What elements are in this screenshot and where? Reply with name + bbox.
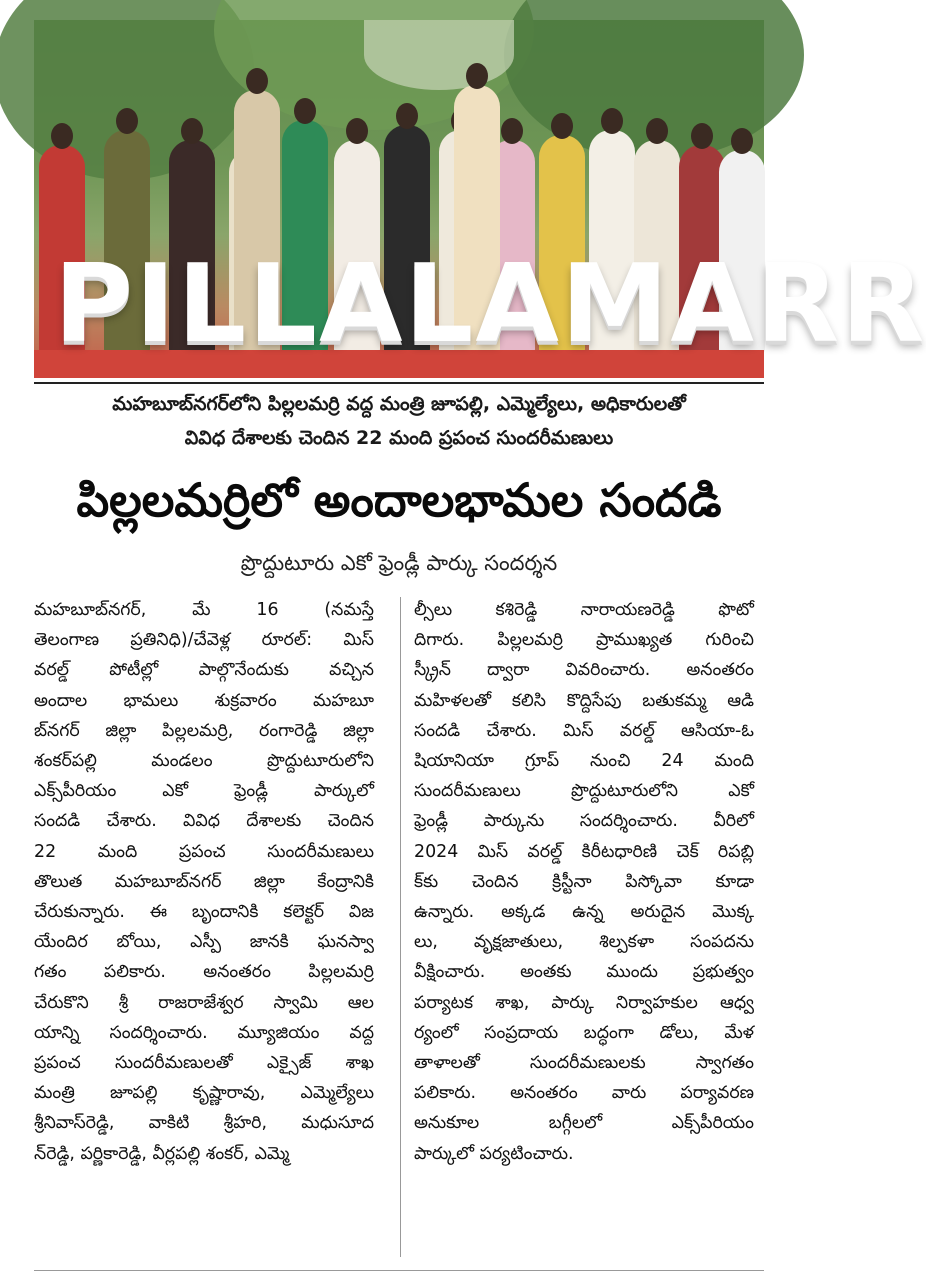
subheadline: ప్రొద్దుటూరు ఎకో ఫ్రెండ్లీ పార్కు సందర్శన: [240, 551, 558, 575]
person-head: [646, 118, 668, 144]
article-line: ఫ్రెండ్లీ పార్కును సందర్శించారు. వీరిలో: [414, 811, 754, 832]
person-head: [396, 103, 418, 129]
person-head: [181, 118, 203, 144]
person-head: [501, 118, 523, 144]
person-head: [294, 98, 316, 124]
person-head: [601, 108, 623, 134]
article-line: స్క్రీన్ ద్వారా వివరించారు. అనంతరం: [414, 660, 754, 681]
article-line: బ్‌నగర్ జిల్లా పిల్లలమర్రి, రంగారెడ్డి జిల్లా: [34, 720, 374, 741]
article-line: వరల్డ్ పోటీల్లో పాల్గొనేందుకు వచ్చిన: [34, 660, 374, 681]
caption-top-rule: [34, 382, 764, 384]
article-line: ల్సీలు కశిరెడ్డి నారాయణరెడ్డి ఫొటో: [414, 600, 754, 620]
person-head: [731, 128, 753, 154]
article-line: శంకర్‌పల్లి మండలం ప్రొద్దుటూరులోని: [34, 751, 374, 772]
article-line: సుందరీమణులు ప్రొద్దుటూరులోని ఎకో: [414, 781, 754, 802]
article-line: అనుకూల బగ్గీలలో ఎక్స్‌పీరియం: [414, 1113, 754, 1134]
person-head: [466, 63, 488, 89]
article-line: యాన్ని సందర్శించారు. మ్యూజియం వద్ద: [34, 1022, 374, 1043]
column-divider: [400, 597, 401, 1257]
article-line: సందడి చేశారు. మిస్ వరల్డ్ ఆసియా-ఓ: [414, 720, 754, 741]
photo-caption-line-1: మహబూబ్‌నగర్‌లోని పిల్లలమర్రి వద్ద మంత్రి జూపల్లి, ఎమ్మెల్యేలు, అధికారులతో: [112, 393, 686, 415]
footer-rule: [34, 1270, 764, 1271]
pillalamarri-sign: PILLALAMARR: [54, 242, 926, 367]
article-line: మహబూబ్‌నగర్, మే 16 (నమస్తే: [34, 600, 374, 620]
person-head: [346, 118, 368, 144]
person-head: [691, 123, 713, 149]
article-line: సందడి చేశారు. వివిధ దేశాలకు చెందిన: [34, 811, 374, 832]
article-line: ర్యంలో సంప్రదాయ బద్ధంగా డోలు, మేళ: [414, 1022, 754, 1043]
article-line: షియానియా గ్రూప్ నుంచి 24 మంది: [414, 751, 754, 772]
article-line: 2024 మిస్ వరల్డ్ కిరీటధారిణి చెక్ రిపబ్లి: [414, 841, 754, 862]
article-line: చేరుకొని శ్రీ రాజరాజేశ్వర స్వామి ఆల: [34, 992, 374, 1013]
person-head: [116, 108, 138, 134]
article-line: శ్రీనివాస్‌రెడ్డి, వాకిటి శ్రీహరి, మధుసూద: [34, 1113, 374, 1134]
article-line: మహిళలతో కలిసి కొద్దిసేపు బతుకమ్మ ఆడి: [414, 690, 754, 711]
article-line: పర్యాటక శాఖ, పార్కు నిర్వాహకుల ఆధ్వ: [414, 992, 754, 1013]
article-line: చేరుకున్నారు. ఈ బృందానికి కలెక్టర్ విజ: [34, 902, 374, 923]
article-column-left: [34, 595, 374, 1169]
article-line: తెలంగాణ ప్రతినిధి)/చేవెళ్ల రూరల్: మిస్: [34, 630, 374, 651]
article-line: యేందిర బోయి, ఎస్పీ జానకి ఘనస్వా: [34, 932, 374, 953]
article-line: క్‌కు చెందిన క్రిస్టీనా పిస్కోవా కూడా: [414, 871, 754, 892]
article-line: లు, వృక్షజాతులు, శిల్పకళా సంపదను: [414, 932, 754, 953]
article-line: వీక్షించారు. అంతకు ముందు ప్రభుత్వం: [414, 962, 754, 983]
article-column-right: [414, 595, 754, 1169]
article-line: ప్రపంచ సుందరీమణులతో ఎక్సైజ్ శాఖ: [34, 1053, 374, 1074]
article-line: తాళాలతో సుందరీమణులకు స్వాగతం: [414, 1053, 754, 1074]
article-line: దిగారు. పిల్లలమర్రి ప్రాముఖ్యత గురించి: [414, 630, 754, 651]
person-head: [246, 68, 268, 94]
article-line: గతం పలికారు. అనంతరం పిల్లలమర్రి: [34, 962, 374, 983]
article-line: న్‌రెడ్డి, పర్ణికారెడ్డి, వీర్లపల్లి శంకర్, ఎమ్మె: [34, 1143, 290, 1164]
headline: పిల్లలమర్రిలో అందాలభామల సందడి: [76, 473, 722, 527]
photo-caption-line-2: వివిధ దేశాలకు చెందిన 22 మంది ప్రపంచ సుందరీమణులు: [184, 427, 614, 449]
article-line: ఉన్నారు. అక్కడ ఉన్న అరుదైన మొక్క: [414, 902, 754, 923]
article-line: తొలుత మహబూబ్‌నగర్ జిల్లా కేంద్రానికి: [34, 871, 374, 892]
person-head: [51, 123, 73, 149]
article-line: మంత్రి జూపల్లి కృష్ణారావు, ఎమ్మెల్యేలు: [34, 1083, 374, 1104]
person-head: [551, 113, 573, 139]
article-line: పార్కులో పర్యటించారు.: [414, 1143, 574, 1164]
news-photo: [34, 20, 926, 378]
article-line: ఎక్స్‌పీరియం ఎకో ఫ్రెండ్లీ పార్కులో: [34, 781, 374, 802]
article-line: 22 మంది ప్రపంచ సుందరీమణులు: [34, 841, 374, 862]
article-line: అందాల భామలు శుక్రవారం మహబూ: [34, 690, 374, 711]
article-line: పలికారు. అనంతరం వారు పర్యావరణ: [414, 1083, 754, 1104]
